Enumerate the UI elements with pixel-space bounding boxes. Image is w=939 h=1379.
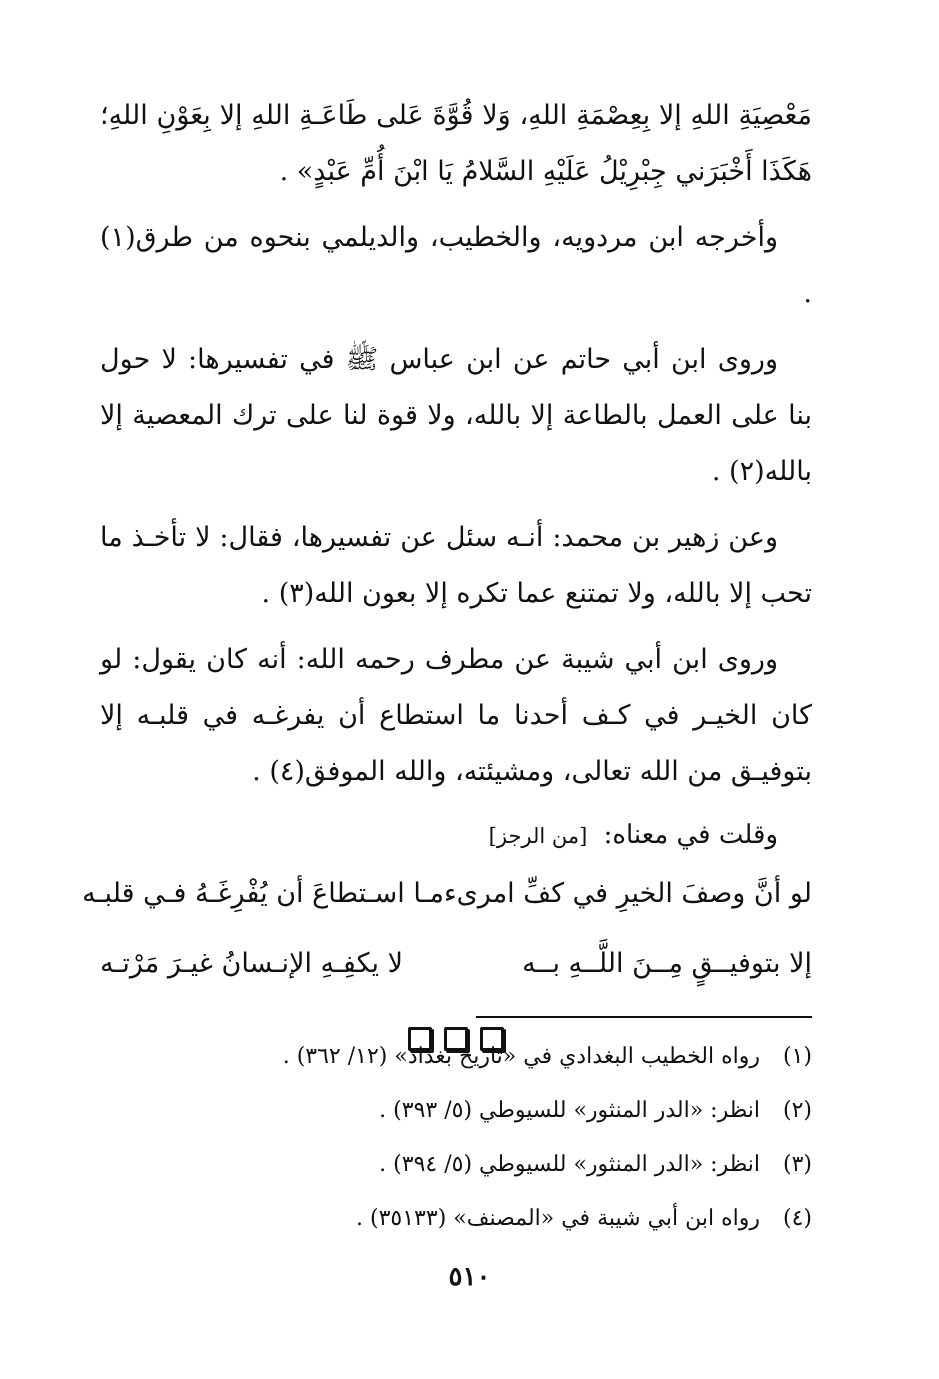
footnote-number: (١)	[782, 1044, 812, 1069]
footnote-item	[162, 1084, 812, 1138]
verse-intro	[100, 810, 812, 861]
footnote-text: رواه الخطيب البغدادي في «تاريخ بغداد» (١٢/ ٣٦٢) .	[282, 1044, 760, 1069]
verse-line	[82, 865, 812, 923]
footnote-number: (٤)	[782, 1206, 812, 1231]
verse-hemistich-first: لو أنَّ وصفَ الخيرِ في كفِّ امرىء	[443, 878, 812, 909]
footnote-divider	[476, 1016, 812, 1018]
paragraph-ibn-abi-hatim: وروى ابن أبي حاتم عن ابن عباس ﷺ في تفسيرها: لا حول بنا على العمل بالطاعة إلا بالله، ولا قوة لنا على ترك المعصية إلا بالله(٢) .	[100, 344, 812, 487]
footnote-number: (٢)	[782, 1098, 812, 1123]
page-body	[82, 88, 812, 1051]
footnote-text: انظر: «الدر المنثور» للسيوطي (٥/ ٣٩٣) .	[379, 1098, 760, 1123]
footnote-text: انظر: «الدر المنثور» للسيوطي (٥/ ٣٩٤) .	[379, 1152, 760, 1177]
paragraph-zuhayr: وعن زهير بن محمد: أنـه سئل عن تفسيرها، فقال: لا تأخـذ ما تحب إلا بالله، ولا تمتنع عما تكره إلا بعون الله(٣) .	[100, 522, 812, 609]
footnote-item	[162, 1030, 812, 1084]
verse-meter: [من الرجز]	[488, 824, 588, 848]
footnote-item	[162, 1192, 812, 1246]
footnote-item	[162, 1138, 812, 1192]
paragraph-ibn-abi-shayba: وروى ابن أبي شيبة عن مطرف رحمه الله: أنه كان يقول: لو كان الخيـر في كـف أحدنا ما استطاع أن يفرغـه في قلبـه إلا بتوفيـق من الله تعالى، ومشيئته، والله الموفق(٤) .	[100, 644, 812, 787]
page-number: ٥١٠	[448, 1262, 491, 1292]
verse-hemistich-second: مـا اسـتطاعَ أن يُفْرِغَـهُ فـي قلبـه	[82, 878, 444, 909]
footnote-text: رواه ابن أبي شيبة في «المصنف» (٣٥١٣٣) .	[356, 1206, 760, 1231]
verse-line	[100, 935, 812, 993]
paragraph-hadith-end: مَعْصِيَةِ اللهِ إلا بِعِصْمَةِ اللهِ، وَلا قُوَّةَ عَلى طَاعَـةِ اللهِ إلا بِعَوْنِ اللهِ؛ هَكَذَا أَخْبَرَني جِبْرِيْلُ عَلَيْهِ السَّلامُ يَا ابْنَ أُمِّ عَبْدٍ» .	[100, 100, 812, 187]
footnote-number: (٣)	[782, 1152, 812, 1177]
paragraph-ibn-mardawayh: وأخرجه ابن مردويه، والخطيب، والديلمي بنحوه من طرق(١) .	[100, 222, 812, 309]
footnotes	[162, 1030, 812, 1246]
verse-intro-text: وقلت في معناه:	[603, 820, 778, 850]
verse-hemistich-second: لا يكفِـهِ الإنـسانُ غيـرَ مَرْتـه	[100, 948, 403, 979]
verse-hemistich-first: إلا بتوفيــقٍ مِــنَ اللَّــهِ بــه	[522, 948, 812, 979]
